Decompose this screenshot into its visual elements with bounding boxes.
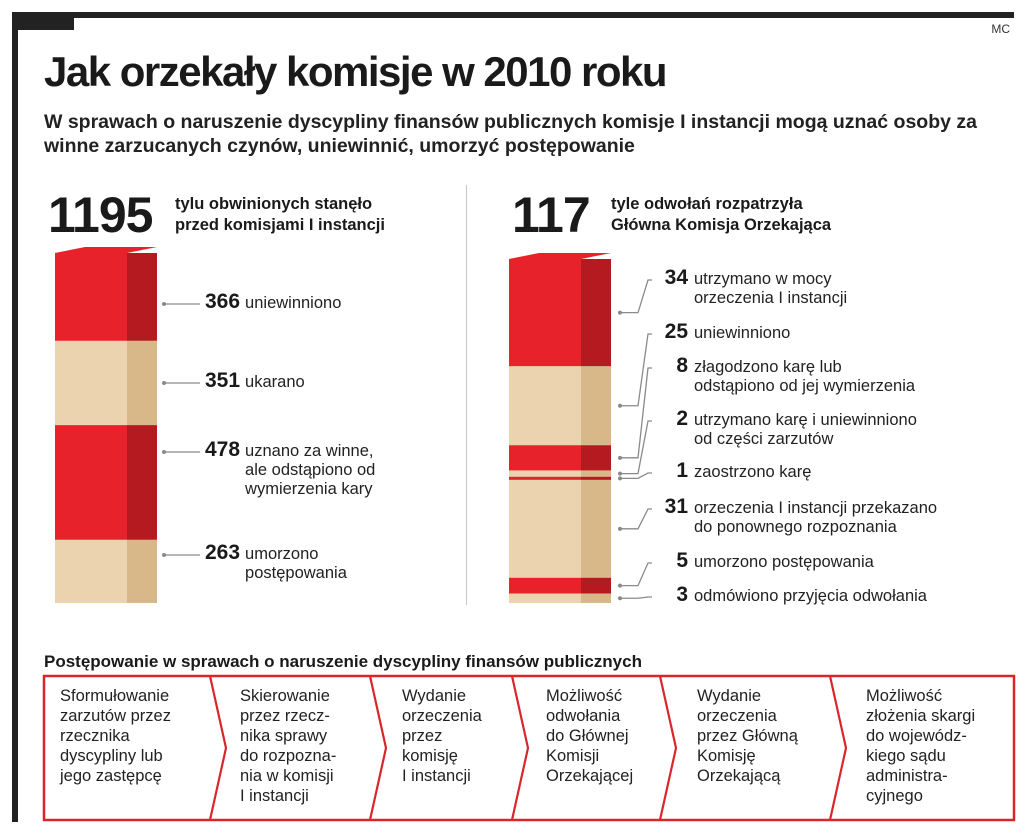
segment-label [648, 356, 915, 396]
segment-label [648, 461, 811, 482]
process-title: Postępowanie w sprawach o naruszenie dyscypliny finansów publicznych [44, 652, 642, 671]
total-appeals: 117 [512, 187, 590, 243]
process-step: Możliwość odwołania do Głównej Komisji Orzekającej [546, 687, 634, 785]
segment-value: 351 [205, 369, 241, 392]
bar-segment-side [581, 470, 611, 476]
bar-segment-front [509, 477, 581, 480]
segment-value: 34 [664, 266, 688, 289]
segment-label [648, 409, 917, 449]
segment-value: 31 [664, 495, 688, 518]
leader-dot [618, 476, 622, 480]
caption-line: tylu obwinionych stanęło [175, 195, 373, 213]
process-step: Możliwość złożenia skargi do wojewódz- kiego sądu administra- cyjnego [866, 687, 976, 805]
leader-dot [618, 596, 622, 600]
bar-segment-front [55, 425, 127, 540]
segment-value: 1 [676, 459, 688, 482]
segment-text: utrzymano w mocy orzeczenia I instancji [694, 270, 848, 307]
bar-segment-front [509, 470, 581, 476]
leader-dot [618, 404, 622, 408]
leader-dot [618, 584, 622, 588]
leader-dot [618, 527, 622, 531]
bar-segment-side [127, 341, 157, 425]
leader-dot [162, 450, 166, 454]
process-step: Skierowanie przez rzecz- nika sprawy do rozpozna- nia w komisji I instancji [240, 687, 337, 805]
bar-segment-front [55, 341, 127, 425]
segment-text: zaostrzono karę [694, 463, 812, 481]
segment-label [648, 551, 874, 572]
bar-segment-front [55, 540, 127, 603]
bar-segment-side [581, 366, 611, 445]
segment-text: uznano za winne, ale odstąpiono od wymierzenia kary [245, 442, 376, 498]
bar-top-cap [55, 247, 157, 253]
segment-value: 2 [676, 407, 688, 430]
segment-label [648, 585, 927, 606]
leader-dot [162, 381, 166, 385]
segment-label [205, 371, 305, 392]
segment-text: uniewinniono [694, 324, 791, 342]
bar-segment-side [581, 594, 611, 603]
leader-dot [618, 456, 622, 460]
segment-value: 3 [676, 583, 688, 606]
page-subtitle: W sprawach o naruszenie dyscypliny finansów publicznych komisje I instancji mogą uznać osoby za winne zarzucanych czynów, uniewinnić, umorzyć postępowanie [44, 111, 977, 157]
leader-dot [162, 302, 166, 306]
segment-label [205, 440, 375, 499]
segment-text: ukarano [245, 373, 305, 391]
segment-value: 8 [676, 354, 688, 377]
segment-text: umorzono postępowania [694, 553, 874, 571]
segment-value: 5 [676, 549, 688, 572]
bar-segment-side [127, 253, 157, 341]
process-step: Wydanie orzeczenia przez komisję I instancji [402, 687, 482, 785]
bar-segment-front [55, 253, 127, 341]
stacked-bar-first-instance [55, 247, 157, 603]
caption-line: tyle odwołań rozpatrzyła [611, 195, 803, 213]
bar-segment-front [509, 259, 581, 366]
segment-text: złagodzono karę lub odstąpiono od jej wymierzenia [694, 358, 916, 395]
caption-line: Główna Komisja Orzekająca [611, 216, 832, 234]
segment-value: 478 [205, 438, 241, 461]
segment-label [648, 322, 790, 343]
process-step: Wydanie orzeczenia przez Główną Komisję Orzekającą [697, 687, 798, 785]
process-step: Sformułowanie zarzutów przez rzecznika dyscypliny lub jego zastępcę [60, 687, 171, 785]
bar-segment-front [509, 578, 581, 594]
segment-label [205, 292, 341, 313]
bar-segment-front [509, 445, 581, 470]
segment-label [648, 497, 937, 537]
segment-text: utrzymano karę i uniewinniono od części zarzutów [694, 411, 917, 448]
leader-dot [162, 553, 166, 557]
segment-value: 25 [664, 320, 688, 343]
segment-text: uniewinniono [245, 294, 342, 312]
segment-value: 263 [205, 541, 241, 564]
bar-segment-side [127, 425, 157, 540]
bar-segment-front [509, 594, 581, 603]
segment-text: umorzono postępowania [245, 545, 347, 582]
segment-value: 366 [205, 290, 241, 313]
segment-text: odmówiono przyjęcia odwołania [694, 587, 927, 605]
caption-line: przed komisjami I instancji [175, 216, 385, 234]
bar-top-cap [509, 253, 611, 259]
segment-label [648, 268, 847, 308]
bar-segment-side [127, 540, 157, 603]
bar-segment-side [581, 477, 611, 480]
bar-segment-side [581, 480, 611, 578]
stacked-bar-appeals [509, 253, 611, 603]
leader-dot [618, 311, 622, 315]
leader-dot [618, 472, 622, 476]
segment-text: orzeczenia I instancji przekazano do ponownego rozpoznania [694, 499, 938, 536]
segment-label [205, 543, 347, 583]
bar-segment-front [509, 366, 581, 445]
page-title: Jak orzekały komisje w 2010 roku [44, 48, 667, 95]
bar-segment-side [581, 578, 611, 594]
credit: MC [991, 22, 1010, 36]
bar-segment-front [509, 480, 581, 578]
bar-segment-side [581, 445, 611, 470]
bar-segment-side [581, 259, 611, 366]
total-first-instance: 1195 [48, 187, 153, 243]
